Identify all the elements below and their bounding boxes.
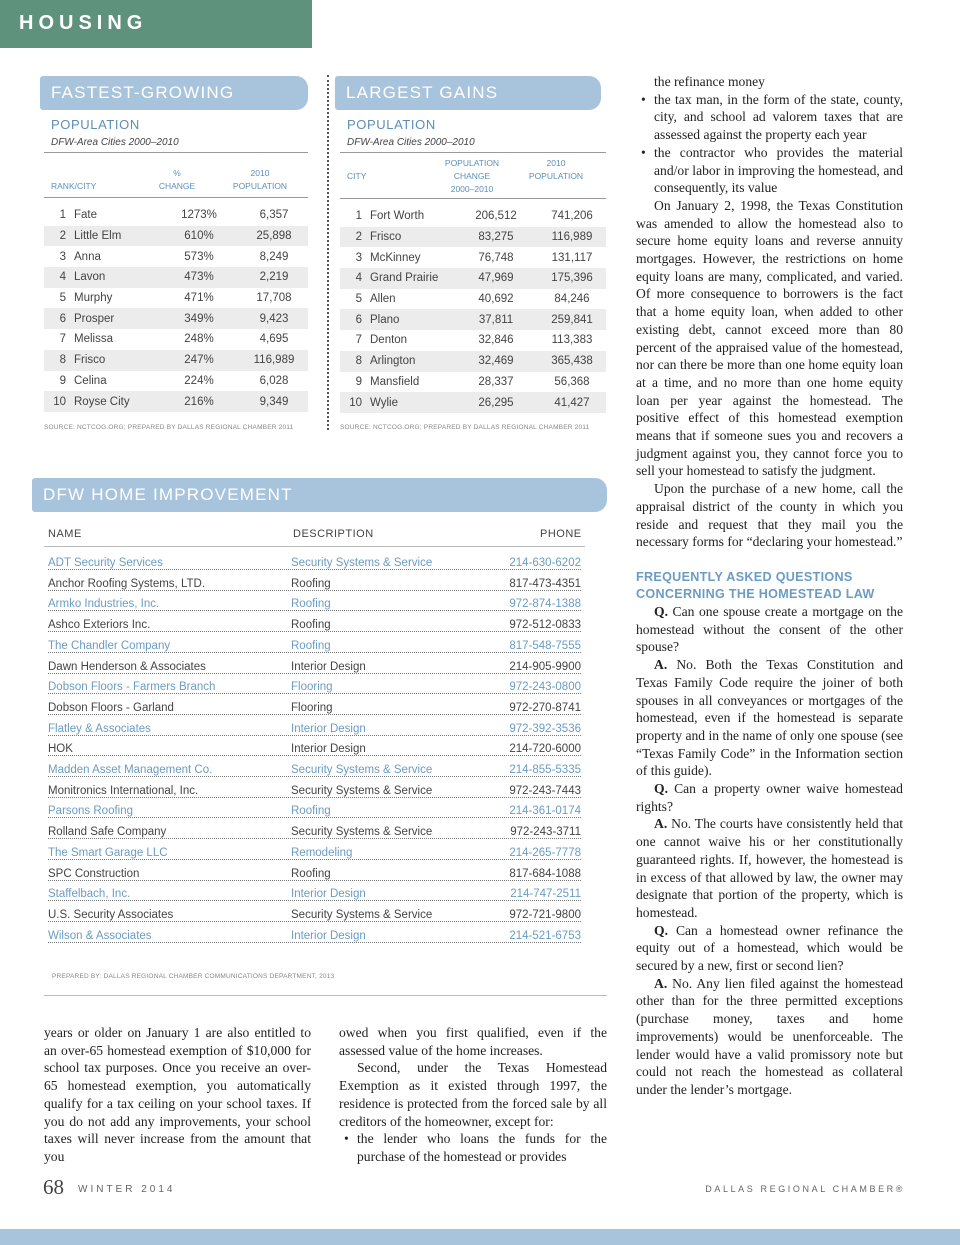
leader-dots — [48, 610, 581, 611]
company-description: Security Systems & Service — [291, 826, 433, 839]
company-phone: 972-270-8741 — [509, 701, 581, 714]
leader-dots — [48, 714, 581, 715]
fastest-source: SOURCE: NCTCOG.ORG; PREPARED BY DALLAS REGIONAL CHAMBER 2011 — [44, 424, 294, 431]
rank-cell: 6 — [44, 308, 74, 329]
rank-cell: 3 — [355, 251, 362, 264]
company-phone: 972-392-3536 — [509, 722, 581, 735]
pop-cell: 131,117 — [551, 251, 593, 264]
company-description: Flooring — [291, 681, 333, 694]
leader-dots — [48, 590, 581, 591]
rank-cell: 10 — [340, 392, 370, 413]
city-cell: Frisco — [370, 227, 454, 248]
largest-hdr-pop: 2010 POPULATION — [528, 158, 584, 181]
table-row — [44, 226, 308, 247]
largest-gains-table — [340, 206, 606, 413]
bottom-bar — [0, 1229, 960, 1245]
leader-dots — [48, 693, 581, 694]
directory-bottom-rule — [44, 995, 607, 996]
city-cell: Grand Prairie — [370, 268, 454, 289]
directory-row — [48, 783, 581, 804]
directory-row — [48, 907, 581, 928]
company-name: Dawn Henderson & Associates — [48, 660, 206, 673]
fastest-hdr-pct: % CHANGE — [158, 168, 196, 191]
company-phone: 214-361-0174 — [509, 805, 581, 818]
leader-dots — [48, 755, 581, 756]
dir-hdr-description: DESCRIPTION — [293, 528, 374, 540]
company-description: Roofing — [291, 598, 331, 611]
page-number: 68 — [43, 1175, 64, 1199]
right-continuation: the refinance money — [654, 74, 765, 89]
company-phone: 214-720-6000 — [509, 743, 581, 756]
chg-cell: 76,748 — [478, 251, 514, 264]
table-row — [340, 227, 606, 248]
rank-cell: 9 — [355, 375, 362, 388]
chg-cell: 32,846 — [478, 334, 514, 347]
pop-cell: 6,357 — [259, 209, 289, 222]
directory-row — [48, 555, 581, 576]
pct-cell: 224% — [184, 374, 214, 387]
city-cell: Royse City — [74, 391, 158, 412]
faq-heading: FREQUENTLY ASKED QUESTIONS CONCERNING THE HOMESTEAD LAW — [636, 569, 875, 601]
company-phone: 214-905-9900 — [509, 660, 581, 673]
company-name: Ashco Exteriors Inc. — [48, 619, 151, 632]
rank-cell: 6 — [340, 309, 370, 330]
fastest-header-rule-2 — [44, 197, 308, 198]
table-row — [340, 392, 606, 413]
leader-dots — [48, 838, 581, 839]
table-row — [340, 309, 606, 330]
company-description: Interior Design — [291, 743, 366, 756]
company-description: Roofing — [291, 867, 331, 880]
rank-cell: 2 — [340, 227, 370, 248]
leader-dots — [48, 673, 581, 674]
pop-cell: 175,396 — [538, 268, 606, 289]
city-cell: Prosper — [74, 308, 158, 329]
company-description: Roofing — [291, 805, 331, 818]
rank-cell: 1 — [59, 209, 66, 222]
city-cell: McKinney — [370, 251, 421, 264]
company-phone: 972-874-1388 — [509, 598, 581, 611]
company-description: Roofing — [291, 619, 331, 632]
company-description: Interior Design — [291, 722, 366, 735]
rank-cell: 8 — [340, 351, 370, 372]
largest-subline: DFW-Area Cities 2000–2010 — [347, 137, 475, 148]
company-description: Interior Design — [291, 888, 366, 901]
chg-cell: 26,295 — [454, 392, 538, 413]
pop-cell: 741,206 — [551, 210, 593, 223]
table-row — [44, 308, 308, 329]
city-cell: Murphy — [74, 292, 113, 305]
table-row — [44, 350, 308, 371]
fastest-subhead: POPULATION — [51, 117, 140, 132]
directory-row — [48, 866, 581, 887]
company-name: Monitronics International, Inc. — [48, 784, 199, 797]
table-row — [340, 372, 606, 393]
dir-hdr-name: NAME — [48, 528, 82, 540]
pct-cell: 573% — [184, 250, 214, 263]
rank-cell: 5 — [59, 292, 66, 305]
company-name: Anchor Roofing Systems, LTD. — [48, 577, 206, 590]
pop-cell: 2,219 — [240, 267, 308, 288]
pop-cell: 116,989 — [538, 227, 606, 248]
city-cell: Frisco — [74, 350, 158, 371]
city-cell: Celina — [74, 374, 107, 387]
company-name: The Chandler Company — [48, 639, 171, 652]
directory-row — [48, 928, 581, 949]
company-description: Roofing — [291, 577, 331, 590]
company-name: SPC Construction — [48, 867, 140, 880]
table-row — [340, 268, 606, 289]
directory-row — [48, 638, 581, 659]
company-phone: 214-855-5335 — [509, 764, 581, 776]
table-row — [44, 267, 308, 288]
city-cell: Melissa — [74, 333, 113, 346]
chg-cell: 28,337 — [478, 375, 514, 388]
publisher-name: DALLAS REGIONAL CHAMBER® — [705, 1184, 905, 1194]
city-cell: Arlington — [370, 351, 454, 372]
col2-bullet-1: • the lender who loans the funds for the purchase of the homestead or provides — [339, 1130, 607, 1165]
dir-header-rule — [44, 546, 585, 547]
pct-cell: 1273% — [181, 209, 217, 222]
company-name: Dobson Floors - Farmers Branch — [48, 681, 216, 694]
rank-cell: 3 — [59, 250, 66, 263]
city-cell: Wylie — [370, 392, 454, 413]
right-bullet-2: • the contractor who provides the material and/or labor in improving the homestead, and consequently, its value — [636, 144, 903, 197]
leader-dots — [48, 776, 581, 777]
company-name: Madden Asset Management Co. — [48, 764, 213, 776]
column-divider — [327, 75, 329, 430]
leader-dots — [48, 817, 581, 818]
chg-cell: 206,512 — [475, 210, 517, 223]
table-row — [44, 205, 308, 226]
pop-cell: 84,246 — [554, 293, 590, 306]
table-row — [340, 330, 606, 351]
company-description: Security Systems & Service — [291, 908, 433, 921]
company-name: Parsons Roofing — [48, 805, 134, 818]
largest-subhead: POPULATION — [347, 117, 436, 132]
rank-cell: 7 — [355, 334, 362, 347]
pct-cell: 473% — [158, 267, 240, 288]
directory-row — [48, 596, 581, 617]
directory-source: PREPARED BY: DALLAS REGIONAL CHAMBER COMMUNICATIONS DEPARTMENT, 2013 — [52, 973, 335, 980]
pct-cell: 471% — [184, 292, 214, 305]
directory-row — [48, 700, 581, 721]
company-description: Security Systems & Service — [291, 557, 433, 569]
chg-cell: 32,469 — [454, 351, 538, 372]
chg-cell: 40,692 — [478, 293, 514, 306]
body-column-right — [636, 73, 903, 1099]
company-phone: 214-265-7778 — [509, 846, 581, 859]
largest-gains-banner: LARGEST GAINS — [335, 76, 601, 110]
table-row — [44, 371, 308, 392]
table-row — [340, 289, 606, 310]
rank-cell: 10 — [44, 391, 74, 412]
leader-dots — [48, 569, 581, 570]
col2-paragraph-2: Second, under the Texas Homestead Exemption as it existed through 1997, the residence is protected from the forced sale by all creditors of the homeowner, except for: — [339, 1060, 607, 1129]
table-row — [44, 288, 308, 309]
rank-cell: 8 — [44, 350, 74, 371]
company-name: HOK — [48, 743, 73, 756]
right-paragraph-2: Upon the purchase of a new home, call the appraisal district of the county in which you reside and request that they mail you the necessary forms for “declaring your homestead.” — [636, 481, 903, 550]
company-phone: 972-243-3711 — [510, 826, 581, 839]
directory-row — [48, 741, 581, 762]
city-cell: Denton — [370, 334, 408, 347]
pct-cell: 248% — [184, 333, 214, 346]
dir-hdr-phone: PHONE — [540, 528, 582, 540]
directory-row — [48, 845, 581, 866]
pct-cell: 216% — [158, 391, 240, 412]
chg-cell: 37,811 — [454, 309, 538, 330]
table-row — [340, 351, 606, 372]
city-cell: Fort Worth — [370, 210, 425, 223]
rank-cell: 7 — [59, 333, 66, 346]
leader-dots — [48, 880, 581, 881]
largest-hdr-change: POPULATION CHANGE 2000–2010 — [444, 158, 500, 194]
right-paragraph-1: On January 2, 1998, the Texas Constitution was amended to allow the homestead also to secure home equity loans and reverse annuity mortgages. However, the restrictions on home equity loans are many, complicated, and varied. Of more consequence to borrowers is the fact that a home equity loan, when added to other existing debt, cannot exceed more than 80 percent of the appraised value of the homestead, nor can there be more than one home equity loan at a time, and no more than one home equity loan per year against the homestead. The positive effect of this homestead exemption means that if someone sues you and recovers a judgment against you, they cannot force you to sell your homestead to satisfy the judgment. — [636, 197, 903, 479]
rank-cell: 2 — [44, 226, 74, 247]
company-name: Flatley & Associates — [48, 722, 151, 735]
company-description: Interior Design — [291, 929, 366, 942]
company-name: Wilson & Associates — [48, 929, 152, 942]
pop-cell: 4,695 — [259, 333, 289, 346]
company-name: ADT Security Services — [48, 557, 163, 569]
home-improvement-banner: DFW HOME IMPROVEMENT — [32, 478, 607, 512]
directory-row — [48, 576, 581, 597]
company-phone: 972-243-7443 — [509, 784, 581, 797]
pop-cell: 41,427 — [538, 392, 606, 413]
leader-dots — [48, 942, 581, 943]
leader-dots — [48, 631, 581, 632]
city-cell: Allen — [370, 293, 396, 306]
directory-row — [48, 659, 581, 680]
fastest-hdr-rank: RANK/CITY — [51, 181, 97, 191]
company-name: U.S. Security Associates — [48, 908, 174, 921]
table-row — [44, 391, 308, 412]
city-cell: Plano — [370, 309, 454, 330]
company-description: Security Systems & Service — [291, 784, 433, 797]
directory-row — [48, 617, 581, 638]
pct-cell: 247% — [158, 350, 240, 371]
company-phone: 214-747-2511 — [510, 888, 581, 901]
fastest-header-rule — [44, 152, 308, 153]
pct-cell: 610% — [158, 226, 240, 247]
leader-dots — [48, 652, 581, 653]
city-cell: Anna — [74, 250, 101, 263]
pop-cell: 9,423 — [240, 308, 308, 329]
faq-a1: A. No. Both the Texas Constitution and Texas Family Code require the joiner of both spouses in all conveyances or mortgages of the homestead, even if the homestead is separate property and in the name of only one spouse (see “Texas Family Code” in the Information section of this guide). — [636, 657, 903, 779]
company-name: Armko Industries, Inc. — [48, 598, 160, 611]
company-name: The Smart Garage LLC — [48, 846, 168, 859]
directory-row — [48, 824, 581, 845]
pop-cell: 25,898 — [240, 226, 308, 247]
table-row — [44, 246, 308, 267]
rank-cell: 9 — [59, 374, 66, 387]
company-description: Flooring — [291, 701, 333, 714]
faq-q3: Q. Can a homestead owner refinance the equity out of a homestead, which would be secured by a new, first or second lien? — [636, 922, 903, 974]
issue-season: WINTER 2014 — [78, 1184, 176, 1195]
company-phone: 972-243-0800 — [509, 681, 581, 694]
largest-header-rule — [340, 152, 606, 153]
leader-dots — [48, 921, 581, 922]
company-description: Roofing — [291, 639, 331, 652]
leader-dots — [48, 859, 581, 860]
pop-cell: 116,989 — [240, 350, 308, 371]
rank-cell: 4 — [44, 267, 74, 288]
city-cell: Little Elm — [74, 226, 158, 247]
company-phone: 817-473-4351 — [509, 577, 581, 590]
leader-dots — [48, 900, 581, 901]
table-row — [44, 329, 308, 350]
table-row — [340, 206, 606, 227]
pct-cell: 349% — [158, 308, 240, 329]
company-phone: 214-521-6753 — [509, 929, 581, 942]
table-row — [340, 247, 606, 268]
pop-cell: 56,368 — [554, 375, 590, 388]
directory-row — [48, 721, 581, 742]
faq-q2: Q. Can a property owner waive homestead rights? — [636, 781, 903, 814]
company-name: Rolland Safe Company — [48, 826, 167, 839]
company-description: Interior Design — [291, 660, 366, 673]
col2-paragraph-1: owed when you first qualified, even if the assessed value of the home increases. — [339, 1025, 607, 1058]
leader-dots — [48, 797, 581, 798]
fastest-growing-table — [44, 205, 308, 412]
pop-cell: 9,349 — [240, 391, 308, 412]
city-cell: Mansfield — [370, 375, 420, 388]
chg-cell: 83,275 — [454, 227, 538, 248]
body-column-1 — [44, 1024, 311, 1166]
company-name: Dobson Floors - Garland — [48, 701, 174, 714]
rank-cell: 5 — [355, 293, 362, 306]
company-description: Security Systems & Service — [291, 764, 433, 776]
leader-dots — [48, 735, 581, 736]
rank-cell: 1 — [355, 210, 362, 223]
company-phone: 817-684-1088 — [509, 867, 581, 880]
pop-cell: 365,438 — [538, 351, 606, 372]
largest-header-rule-2 — [340, 198, 606, 199]
company-phone: 817-548-7555 — [509, 639, 581, 652]
pop-cell: 113,383 — [551, 334, 593, 347]
directory-row — [48, 886, 581, 907]
largest-hdr-city: CITY — [347, 171, 367, 181]
directory-row — [48, 679, 581, 700]
right-bullet-1: • the tax man, in the form of the state, county, city, and school ad valorem taxes that are assessed against the property each year — [636, 91, 903, 144]
company-phone: 972-512-0833 — [509, 619, 581, 632]
faq-a3: A. No. Any lien filed against the homestead other than for the three permitted exceptions (purchase money, taxes and home improvements) would be unenforceable. The lender would have a valid promissory note but could not reach the homestead as collateral under the lender’s mortgage. — [636, 975, 903, 1097]
pop-cell: 6,028 — [259, 374, 289, 387]
chg-cell: 47,969 — [454, 268, 538, 289]
col1-paragraph: years or older on January 1 are also entitled to an over-65 homestead exemption of $10,000 for school tax purposes. Once you receive an over-65 homestead exemption, you automatically qualify for a tax ceiling on your school taxes. If you do not add any improvements, your school taxes will never increase from the amount that you — [44, 1025, 311, 1164]
company-description: Remodeling — [291, 846, 353, 859]
faq-a2: A. No. The courts have consistently held that one cannot waive his or her constitutionally guaranteed rights. If, however, the homestead is in excess of that allowed by law, the owner may designate that portion of the property, which is homestead. — [636, 816, 904, 920]
pop-cell: 17,708 — [256, 292, 292, 305]
directory-row — [48, 762, 581, 783]
section-tab: HOUSING — [0, 0, 312, 48]
fastest-hdr-pop: 2010 POPULATION — [232, 168, 288, 191]
fastest-subline: DFW-Area Cities 2000–2010 — [51, 137, 179, 148]
rank-cell: 4 — [340, 268, 370, 289]
largest-source: SOURCE: NCTCOG.ORG; PREPARED BY DALLAS REGIONAL CHAMBER 2011 — [340, 424, 590, 431]
company-name: Staffelbach, Inc. — [48, 888, 131, 901]
company-phone: 214-630-6202 — [509, 557, 581, 569]
pop-cell: 8,249 — [259, 250, 289, 263]
directory-row — [48, 803, 581, 824]
body-column-2 — [339, 1024, 607, 1166]
city-cell: Fate — [74, 209, 98, 222]
fastest-growing-banner: FASTEST-GROWING — [40, 76, 308, 110]
company-phone: 972-721-9800 — [509, 908, 581, 921]
city-cell: Lavon — [74, 267, 158, 288]
pop-cell: 259,841 — [538, 309, 606, 330]
faq-q1: Q. Can one spouse create a mortgage on the homestead without the consent of the other spouse? — [636, 603, 903, 655]
